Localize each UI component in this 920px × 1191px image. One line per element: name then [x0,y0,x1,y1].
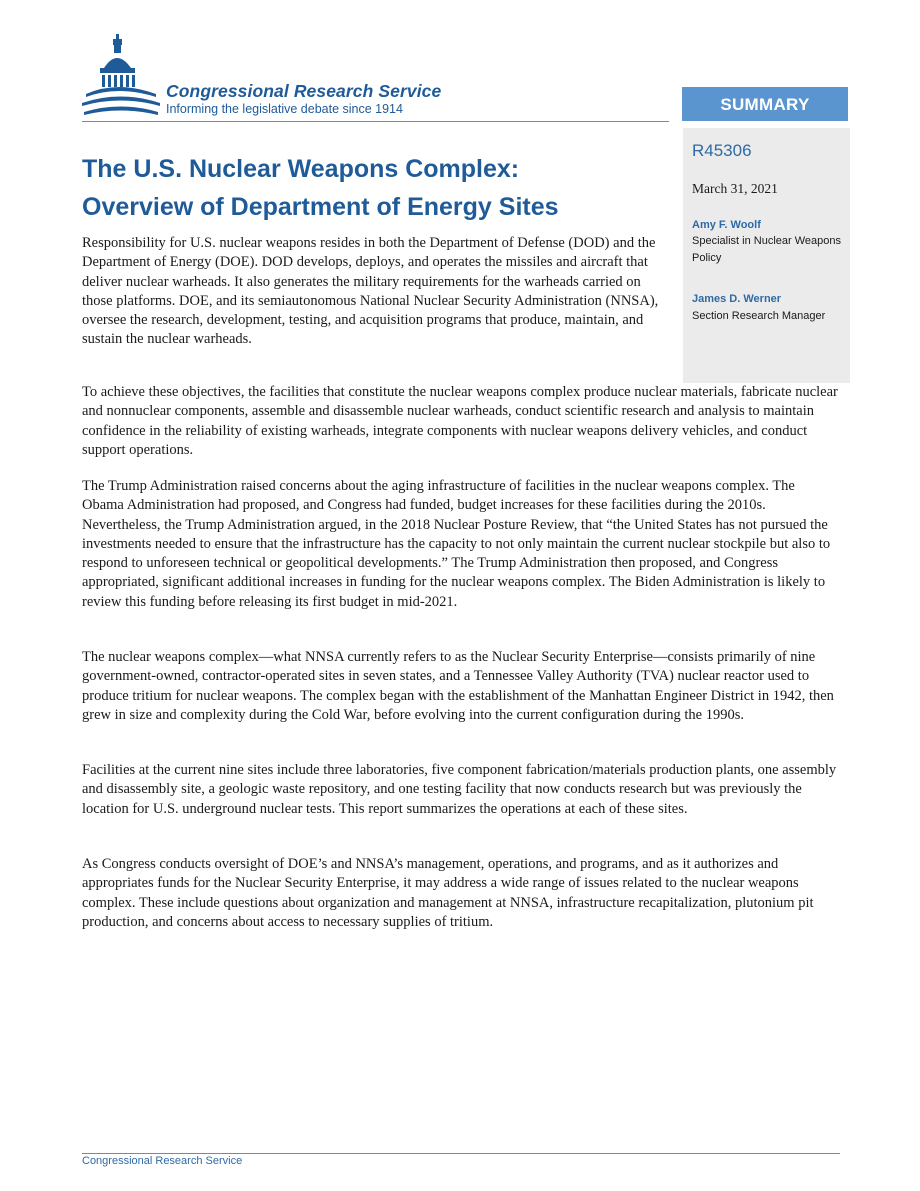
report-number: R45306 [692,141,752,160]
body-paragraph: The Trump Administration raised concerns about the aging infrastructure of facilities in the nuclear weapons complex. The Obama Administration had proposed, and Congress had funded, budget increases for these facilities during the 2010s. Nevertheless, the Trump Administration argued, in the 2018 Nuclear Posture Review, that “the United States has not pursued the investments needed to ensure that the infrastructure has the capacity to not only maintain the current nuclear stockpile but also to respond to unforeseen technical or geopolitical developments.” The Trump Administration then proposed, and Congress appropriated, significant additional increases in funding for the nuclear weapons complex. The Biden Administration is likely to review this funding before releasing its first budget in mid-2021. [82,478,831,610]
body-paragraph: The nuclear weapons complex—what NNSA currently refers to as the Nuclear Security Enterprise—consists primarily of nine government-owned, contractor-operated sites in seven states, and a Tennessee Valley Authority (TVA) nuclear reactor used to produce tritium for nuclear weapons. The complex began with the establishment of the Manhattan Engineer District in 1942, then grew in size and complexity during the Cold War, before evolving into the current configuration during the 1990s. [82,649,834,723]
body-paragraph: To achieve these objectives, the facilities that constitute the nuclear weapons complex produce nuclear materials, fabricate nuclear and nonnuclear components, assemble and disassemble nuclear warheads, conduct scientific research and analysis to maintain confidence in the reliability of existing warheads, integrate components with nuclear weapons delivery vehicles, and conduct support operations. [82,384,838,458]
org-tagline: Informing the legislative debate since 1914 [166,102,403,116]
footer-text: Congressional Research Service [82,1155,243,1167]
summary-sidebar [683,128,850,383]
capitol-dome-icon [82,34,162,120]
header-divider [82,121,669,122]
crs-logo [82,34,482,120]
author-name: James D. Werner [692,293,782,305]
org-name: Congressional Research Service [166,81,442,101]
body-paragraph: Responsibility for U.S. nuclear weapons resides in both the Department of Defense (DOD) and the Department of Energy (DOE). DOD develops, deploys, and operates the missiles and aircraft that deliver nuclear warheads. It also generates the military requirements for the warheads carried on those platforms. DOE, and its semiautonomous National Nuclear Security Administration (NNSA), oversee the research, development, testing, and acquisition programs that produce, maintain, and sustain the nuclear warheads. [82,235,659,348]
title-line: The U.S. Nuclear Weapons Complex: [82,155,520,183]
author-name: Amy F. Woolf [692,219,761,231]
body-paragraph: Facilities at the current nine sites include three laboratories, five component fabrication/materials production plants, one assembly and disassembly site, a geologic waste repository, and one testing facility that now conducts research but was previously the location for U.S. underground nuclear tests. This report summarizes the operations at each of these sites. [82,762,837,817]
document-title [82,150,672,226]
footer-divider [82,1153,840,1154]
summary-tab: SUMMARY [682,87,848,121]
report-date: March 31, 2021 [692,181,778,196]
title-line: Overview of Department of Energy Sites [82,193,559,221]
author-role: Section Research Manager [692,310,826,322]
body-paragraph: As Congress conducts oversight of DOE’s and NNSA’s management, operations, and programs, and as it authorizes and appropriates funds for the Nuclear Security Enterprise, it may address a wide range of issues related to the nuclear weapons complex. These include questions about organization and management at NNSA, infrastructure recapitalization, plutonium pit production, and concerns about access to necessary supplies of tritium. [82,856,814,930]
author-role: Specialist in Nuclear Weapons Policy [692,235,841,264]
